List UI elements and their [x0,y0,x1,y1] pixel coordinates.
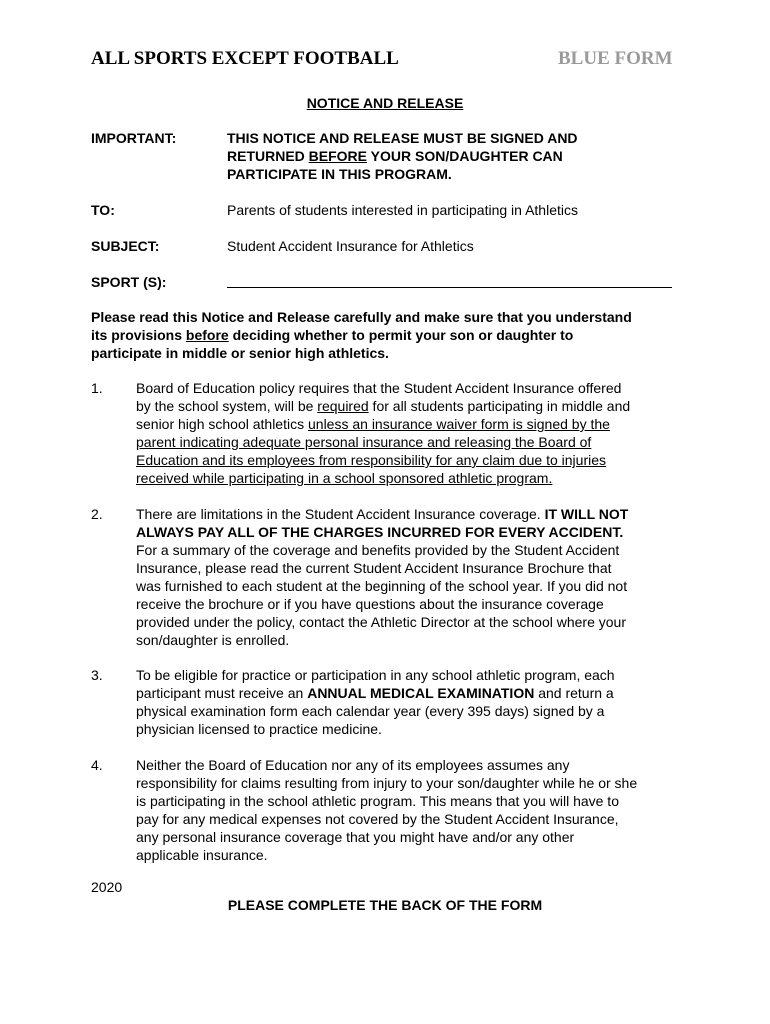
item-line: physical examination form each calendar year (every 395 days) signed by a [136,703,605,719]
before-emphasis: BEFORE [308,148,368,164]
intro-line-2-end: deciding whether to permit your son or daughter to [228,327,574,343]
important-line-1: THIS NOTICE AND RELEASE MUST BE SIGNED AND [227,130,578,146]
item-number: 4. [91,757,103,773]
footer-instruction: PLEASE COMPLETE THE BACK OF THE FORM [227,897,543,913]
required-emphasis: required [317,398,369,414]
waiver-clause: parent indicating adequate personal insurance and releasing the Board of [136,434,592,450]
intro-line-2 [91,326,691,344]
item-line: son/daughter is enrolled. [136,632,290,648]
important-label: IMPORTANT: [91,130,177,146]
item-number: 1. [91,380,103,396]
before-emphasis-2: before [185,327,229,343]
item-line [136,415,696,433]
intro-line-1: Please read this Notice and Release carefully and make sure that you understand [91,309,632,325]
item-line: provided under the policy, contact the Athletic Director at the school where your [136,614,627,630]
intro-paragraph [91,308,691,362]
item-line: pay for any medical expenses not covered by the Student Accident Insurance, [136,811,619,827]
notice-title: NOTICE AND RELEASE [306,95,464,111]
form-year: 2020 [91,879,123,895]
important-text [227,129,578,183]
text-segment: participant must receive an [136,685,308,701]
subject-value: Student Accident Insurance for Athletics [227,238,474,254]
medical-exam-emphasis: ANNUAL MEDICAL EXAMINATION [307,685,535,701]
item-line: was furnished to each student at the beginning of the school year. If you did not [136,578,628,594]
warning-emphasis: ALWAYS PAY ALL OF THE CHARGES INCURRED FOR EVERY ACCIDENT. [136,524,624,540]
item-text [136,756,696,864]
sport-blank-line[interactable] [227,287,672,288]
item-line: Insurance, please read the current Student Accident Insurance Brochure that [136,560,612,576]
important-line-2-end: YOUR SON/DAUGHTER CAN [367,148,563,164]
item-line: For a summary of the coverage and benefits provided by the Student Accident [136,542,620,558]
item-number: 2. [91,506,103,522]
item-line [136,505,696,523]
intro-line-3: participate in middle or senior high athletics. [91,345,389,361]
to-value: Parents of students interested in participating in Athletics [227,202,578,218]
item-line: Board of Education policy requires that the Student Accident Insurance offered [136,380,622,396]
item-line: receive the brochure or if you have questions about the insurance coverage [136,596,604,612]
important-line-2 [227,147,578,165]
important-line-3: PARTICIPATE IN THIS PROGRAM. [227,166,452,182]
intro-line-2-start: its provisions [91,327,186,343]
item-line [136,397,696,415]
text-segment: for all students participating in middle and [368,398,631,414]
text-segment: and return a [534,685,614,701]
item-number: 3. [91,667,103,683]
form-category-title: ALL SPORTS EXCEPT FOOTBALL [91,48,399,69]
waiver-clause: received while participating in a school sponsored athletic program. [136,470,553,486]
text-segment: senior high school athletics [136,416,308,432]
item-line: responsibility for claims resulting from injury to your son/daughter while he or she [136,775,638,791]
text-segment: There are limitations in the Student Accident Insurance coverage. [136,506,545,522]
waiver-clause: unless an insurance waiver form is signed by the [308,416,610,432]
item-line [136,684,696,702]
form-color-label: BLUE FORM [558,48,673,69]
warning-emphasis: IT WILL NOT [544,506,629,522]
subject-label: SUBJECT: [91,238,160,254]
item-text [136,379,696,487]
waiver-clause: Education and its employees from responsibility for any claim due to injuries [136,452,607,468]
item-text [136,666,696,738]
sport-label: SPORT (S): [91,274,167,290]
item-line: To be eligible for practice or participation in any school athletic program, each [136,667,615,683]
item-line: Neither the Board of Education nor any of its employees assumes any [136,757,570,773]
item-line: physician licensed to practice medicine. [136,721,382,737]
item-line: any personal insurance coverage that you might have and/or any other [136,829,575,845]
item-text [136,505,696,649]
to-label: TO: [91,202,115,218]
text-segment: by the school system, will be [136,398,318,414]
item-line: applicable insurance. [136,847,268,863]
item-line: is participating in the school athletic program. This means that you will have to [136,793,619,809]
important-line-2-start: RETURNED [227,148,309,164]
